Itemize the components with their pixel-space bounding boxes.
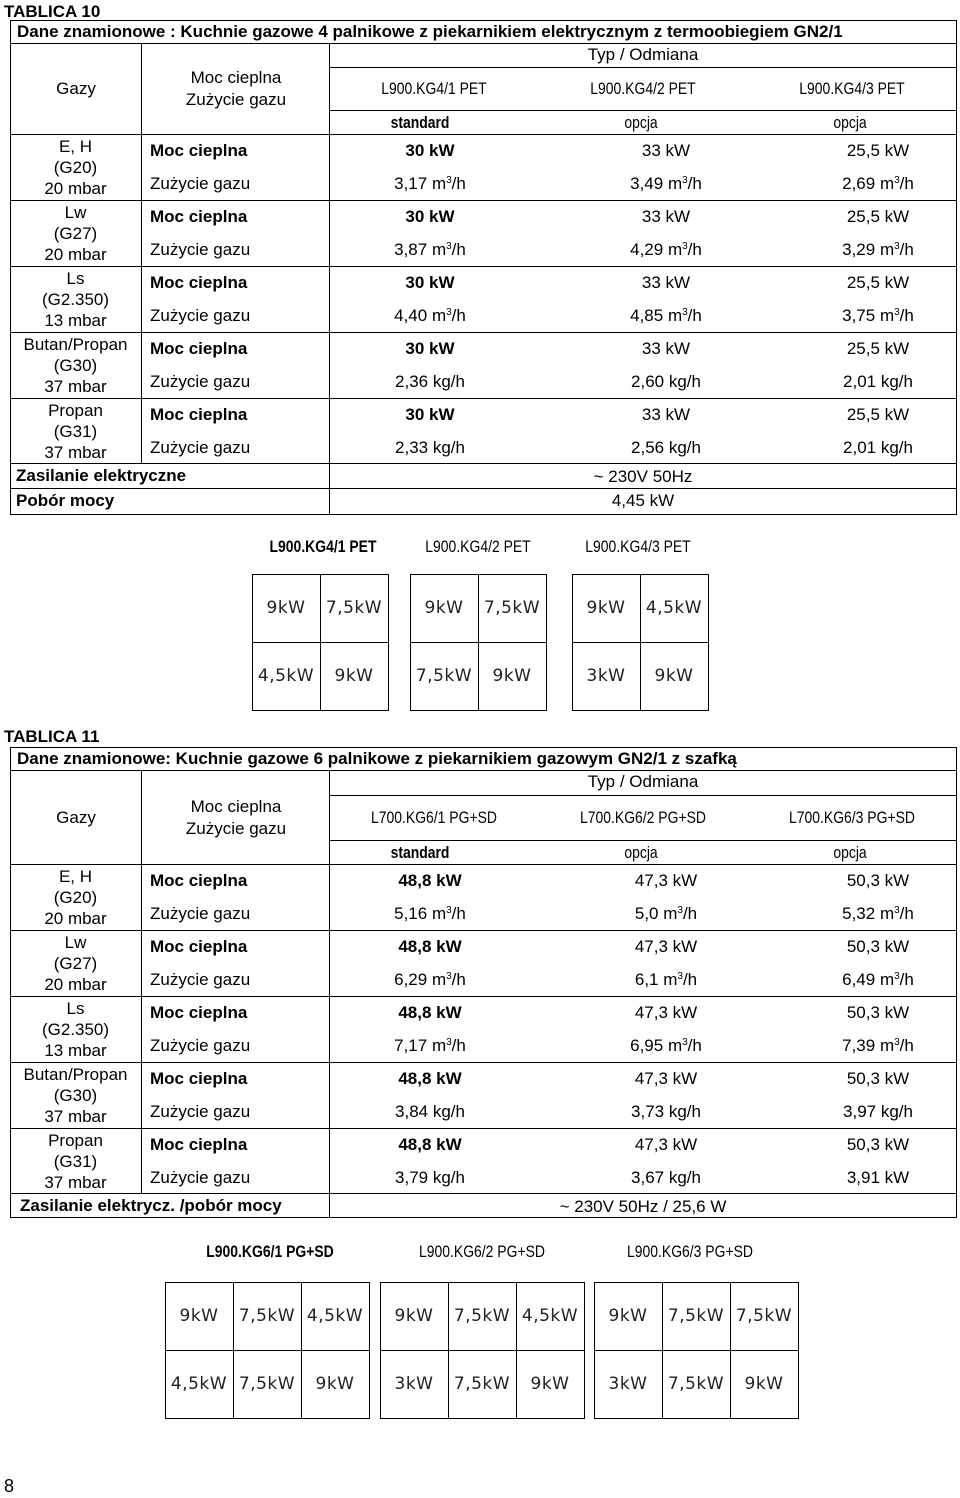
t11-zuzycie-value: 3,79 kg/h bbox=[395, 1168, 465, 1187]
d10-burner-power: 7,5kW bbox=[483, 598, 541, 618]
t11-moc-value: 48,8 kW bbox=[398, 1003, 462, 1022]
t10-model-3: L900.KG4/3 PET bbox=[799, 79, 905, 98]
t10-zuzycie-value: 2,01 kg/h bbox=[843, 372, 913, 391]
table-10-caption: Dane znamionowe : Kuchnie gazowe 4 palnikowe z piekarnikiem elektrycznym z termoobiegiem GN2/1 bbox=[17, 22, 843, 41]
d11-burner-power: 4,5kW bbox=[306, 1306, 364, 1326]
t11-row-label-zuzycie: Zużycie gazu bbox=[150, 904, 251, 923]
t10-zuzycie-value: 3,49 $m^3/h$ bbox=[630, 174, 702, 193]
t10-gas-name-line3: 20 mbar bbox=[44, 245, 107, 264]
t11-zuzycie-value: 5,16 $m^3/h$ bbox=[394, 904, 466, 923]
t10-zasilanie-value: ~ 230V 50Hz bbox=[593, 467, 693, 486]
t10-line bbox=[10, 266, 957, 267]
t10-gas-name-line2: (G20) bbox=[53, 158, 98, 177]
t11-line bbox=[329, 795, 957, 796]
t11-gas-name-line1: Propan bbox=[48, 1131, 103, 1150]
t11-variant-2: opcja bbox=[624, 843, 658, 862]
d11-burner-power: 7,5kW bbox=[238, 1374, 296, 1394]
t10-header-gazy: Gazy bbox=[56, 79, 96, 98]
t11-gas-name-line1: Lw bbox=[64, 933, 87, 952]
t11-header-typ: Typ / Odmiana bbox=[587, 772, 699, 791]
t10-variant-2: opcja bbox=[624, 113, 658, 132]
t11-gas-name-line3: 20 mbar bbox=[44, 975, 107, 994]
t11-model-3: L700.KG6/3 PG+SD bbox=[789, 808, 915, 827]
t11-line bbox=[141, 770, 142, 1193]
t11-row-label-moc: Moc cieplna bbox=[150, 937, 248, 956]
t11-moc-value: 50,3 kW bbox=[846, 1069, 910, 1088]
t10-gas-name-line3: 20 mbar bbox=[44, 179, 107, 198]
t10-zuzycie-value: 2,56 kg/h bbox=[631, 438, 701, 457]
d11-burner-power: 9kW bbox=[530, 1374, 570, 1394]
t11-gas-name-line3: 20 mbar bbox=[44, 909, 107, 928]
t11-model-1: L700.KG6/1 PG+SD bbox=[371, 808, 497, 827]
t11-line bbox=[10, 930, 957, 931]
t10-line bbox=[10, 488, 957, 489]
d10-burner-power: 9kW bbox=[586, 598, 626, 618]
t10-line bbox=[329, 110, 957, 111]
t10-zuzycie-value: 3,75 $m^3/h$ bbox=[842, 306, 914, 325]
t11-row-label-zuzycie: Zużycie gazu bbox=[150, 1168, 251, 1187]
d11-burner-power: 9kW bbox=[315, 1374, 355, 1394]
d11-burner-power: 9kW bbox=[744, 1374, 784, 1394]
t11-zuzycie-value: 6,1 $m^3/h$ bbox=[634, 970, 698, 989]
d11-label-2: L900.KG6/2 PG+SD bbox=[419, 1242, 545, 1261]
t11-zuzycie-value: 5,32 $m^3/h$ bbox=[842, 904, 914, 923]
t11-row-label-moc: Moc cieplna bbox=[150, 1003, 248, 1022]
t10-moc-value: 33 kW bbox=[641, 207, 691, 226]
d11-burner-power: 3kW bbox=[608, 1374, 648, 1394]
t11-zuzycie-value: 7,17 $m^3/h$ bbox=[394, 1036, 466, 1055]
t10-zasilanie-label: Zasilanie elektryczne bbox=[16, 466, 187, 485]
t10-gas-name-line2: (G30) bbox=[53, 356, 98, 375]
t11-row-label-zuzycie: Zużycie gazu bbox=[150, 1036, 251, 1055]
t10-line bbox=[141, 43, 142, 463]
d11-burner-power: 7,5kW bbox=[453, 1306, 511, 1326]
t11-moc-value: 48,8 kW bbox=[398, 937, 462, 956]
t11-gas-name-line2: (G2.350) bbox=[41, 1020, 110, 1039]
table-10-label: TABLICA 10 bbox=[4, 2, 101, 21]
t10-line bbox=[10, 463, 957, 464]
d11-burner-power: 9kW bbox=[179, 1306, 219, 1326]
t10-gas-name-line2: (G31) bbox=[53, 422, 98, 441]
d11-burner-power: 7,5kW bbox=[667, 1306, 725, 1326]
t10-line bbox=[10, 134, 957, 135]
t11-zuzycie-value: 3,97 kg/h bbox=[843, 1102, 913, 1121]
t11-moc-value: 50,3 kW bbox=[846, 871, 910, 890]
t11-gas-name-line3: 37 mbar bbox=[44, 1107, 107, 1126]
t10-row-label-zuzycie: Zużycie gazu bbox=[150, 240, 251, 259]
t10-header-moc: Moc cieplna bbox=[190, 68, 282, 87]
t10-line bbox=[10, 200, 957, 201]
d10-burner-power: 7,5kW bbox=[415, 666, 473, 686]
t11-gas-name-line2: (G27) bbox=[53, 954, 98, 973]
t10-moc-value: 30 kW bbox=[405, 339, 455, 358]
d10-label-2: L900.KG4/2 PET bbox=[425, 537, 531, 556]
page-number: 8 bbox=[4, 1476, 15, 1496]
d10-burner-power: 9kW bbox=[654, 666, 694, 686]
t11-zasilanie-value: ~ 230V 50Hz / 25,6 W bbox=[559, 1197, 727, 1216]
t11-moc-value: 47,3 kW bbox=[634, 1069, 698, 1088]
d11-burner-power: 4,5kW bbox=[521, 1306, 579, 1326]
t11-model-2: L700.KG6/2 PG+SD bbox=[580, 808, 706, 827]
table-11-caption: Dane znamionowe: Kuchnie gazowe 6 palnikowe z piekarnikiem gazowym GN2/1 z szafką bbox=[17, 749, 737, 768]
d10-burner-power: 9kW bbox=[492, 666, 532, 686]
t11-zasilanie-label: Zasilanie elektrycz. /pobór mocy bbox=[20, 1196, 282, 1215]
t10-pobor-value: 4,45 kW bbox=[611, 491, 675, 510]
t11-header-zuzycie: Zużycie gazu bbox=[185, 819, 287, 838]
t11-variant-1: standard bbox=[390, 843, 450, 862]
t10-moc-value: 33 kW bbox=[641, 339, 691, 358]
t10-gas-name-line3: 37 mbar bbox=[44, 377, 107, 396]
t10-moc-value: 33 kW bbox=[641, 141, 691, 160]
d11-burner-power: 4,5kW bbox=[170, 1374, 228, 1394]
t11-row-label-zuzycie: Zużycie gazu bbox=[150, 970, 251, 989]
t10-zuzycie-value: 4,85 $m^3/h$ bbox=[630, 306, 702, 325]
t11-moc-value: 50,3 kW bbox=[846, 937, 910, 956]
t11-line bbox=[10, 1062, 957, 1063]
d11-label-1: L900.KG6/1 PG+SD bbox=[206, 1242, 334, 1261]
t11-gas-name-line3: 37 mbar bbox=[44, 1173, 107, 1192]
t10-gas-name-line1: Propan bbox=[48, 401, 103, 420]
t10-header-typ: Typ / Odmiana bbox=[587, 45, 699, 64]
t10-moc-value: 30 kW bbox=[405, 273, 455, 292]
t10-zuzycie-value: 4,40 $m^3/h$ bbox=[394, 306, 466, 325]
d11-burner-power: 7,5kW bbox=[735, 1306, 793, 1326]
t11-line bbox=[10, 1128, 957, 1129]
t10-gas-name-line2: (G27) bbox=[53, 224, 98, 243]
t10-row-label-zuzycie: Zużycie gazu bbox=[150, 174, 251, 193]
t10-row-label-moc: Moc cieplna bbox=[150, 273, 248, 292]
d10-burner-power: 4,5kW bbox=[645, 598, 703, 618]
t10-zuzycie-value: 3,17 $m^3/h$ bbox=[394, 174, 466, 193]
d10-burner-power: 9kW bbox=[424, 598, 464, 618]
t10-zuzycie-value: 3,29 $m^3/h$ bbox=[842, 240, 914, 259]
t10-line bbox=[329, 67, 957, 68]
t11-gas-name-line1: E, H bbox=[58, 867, 93, 886]
t11-zuzycie-value: 7,39 $m^3/h$ bbox=[842, 1036, 914, 1055]
t11-zuzycie-value: 6,49 $m^3/h$ bbox=[842, 970, 914, 989]
d11-burner-power: 9kW bbox=[608, 1306, 648, 1326]
t11-line bbox=[10, 770, 957, 771]
d11-label-3: L900.KG6/3 PG+SD bbox=[627, 1242, 753, 1261]
t10-gas-name-line1: E, H bbox=[58, 137, 93, 156]
d11-burner-power: 7,5kW bbox=[238, 1306, 296, 1326]
t11-zuzycie-value: 6,95 $m^3/h$ bbox=[630, 1036, 702, 1055]
t11-gas-name-line3: 13 mbar bbox=[44, 1041, 107, 1060]
t10-moc-value: 25,5 kW bbox=[846, 141, 910, 160]
t11-gas-name-line2: (G20) bbox=[53, 888, 98, 907]
t11-gas-name-line1: Butan/Propan bbox=[23, 1065, 128, 1084]
t11-row-label-zuzycie: Zużycie gazu bbox=[150, 1102, 251, 1121]
t11-zuzycie-value: 3,91 kW bbox=[846, 1168, 910, 1187]
t10-line bbox=[329, 43, 330, 515]
t11-header-moc: Moc cieplna bbox=[190, 797, 282, 816]
t10-line bbox=[10, 332, 957, 333]
t10-variant-3: opcja bbox=[833, 113, 867, 132]
t10-zuzycie-value: 2,69 $m^3/h$ bbox=[842, 174, 914, 193]
t10-header-zuzycie: Zużycie gazu bbox=[185, 90, 287, 109]
d10-label-1: L900.KG4/1 PET bbox=[269, 537, 377, 556]
t11-line bbox=[10, 996, 957, 997]
t10-variant-1: standard bbox=[390, 113, 450, 132]
t10-row-label-moc: Moc cieplna bbox=[150, 141, 248, 160]
d10-burner-power: 9kW bbox=[266, 598, 306, 618]
t10-row-label-zuzycie: Zużycie gazu bbox=[150, 306, 251, 325]
t11-line bbox=[10, 864, 957, 865]
t11-moc-value: 48,8 kW bbox=[398, 1135, 462, 1154]
t11-moc-value: 48,8 kW bbox=[398, 871, 462, 890]
t10-moc-value: 30 kW bbox=[405, 405, 455, 424]
t10-row-label-moc: Moc cieplna bbox=[150, 339, 248, 358]
d10-burner-power: 4,5kW bbox=[257, 666, 315, 686]
t11-gas-name-line2: (G30) bbox=[53, 1086, 98, 1105]
d11-burner-power: 9kW bbox=[394, 1306, 434, 1326]
t11-zuzycie-value: 3,67 kg/h bbox=[631, 1168, 701, 1187]
t10-pobor-label: Pobór mocy bbox=[16, 491, 115, 510]
t10-gas-name-line2: (G2.350) bbox=[41, 290, 110, 309]
t10-line bbox=[10, 398, 957, 399]
t11-gas-name-line1: Ls bbox=[66, 999, 85, 1018]
d11-burner-power: 3kW bbox=[394, 1374, 434, 1394]
t11-header-gazy: Gazy bbox=[56, 808, 96, 827]
t11-moc-value: 47,3 kW bbox=[634, 937, 698, 956]
d11-burner-power: 7,5kW bbox=[667, 1374, 725, 1394]
t11-zuzycie-value: 3,73 kg/h bbox=[631, 1102, 701, 1121]
t10-moc-value: 25,5 kW bbox=[846, 339, 910, 358]
t10-row-label-moc: Moc cieplna bbox=[150, 405, 248, 424]
t10-zuzycie-value: 3,87 $m^3/h$ bbox=[394, 240, 466, 259]
t11-gas-name-line2: (G31) bbox=[53, 1152, 98, 1171]
t11-zuzycie-value: 5,0 $m^3/h$ bbox=[634, 904, 698, 923]
t11-line bbox=[329, 840, 957, 841]
d10-burner-power: 9kW bbox=[334, 666, 374, 686]
t10-line bbox=[10, 43, 957, 44]
t10-zuzycie-value: 2,60 kg/h bbox=[631, 372, 701, 391]
t10-moc-value: 33 kW bbox=[641, 405, 691, 424]
d10-burner-power: 7,5kW bbox=[325, 598, 383, 618]
t10-row-label-zuzycie: Zużycie gazu bbox=[150, 438, 251, 457]
t10-moc-value: 25,5 kW bbox=[846, 207, 910, 226]
t10-zuzycie-value: 2,33 kg/h bbox=[395, 438, 465, 457]
t11-moc-value: 48,8 kW bbox=[398, 1069, 462, 1088]
t11-moc-value: 47,3 kW bbox=[634, 1003, 698, 1022]
d10-burner-power: 3kW bbox=[586, 666, 626, 686]
t10-gas-name-line1: Ls bbox=[66, 269, 85, 288]
t11-row-label-moc: Moc cieplna bbox=[150, 871, 248, 890]
t10-gas-name-line3: 13 mbar bbox=[44, 311, 107, 330]
t10-gas-name-line1: Lw bbox=[64, 203, 87, 222]
t10-moc-value: 25,5 kW bbox=[846, 405, 910, 424]
t11-line bbox=[10, 1193, 957, 1194]
t10-row-label-moc: Moc cieplna bbox=[150, 207, 248, 226]
t10-row-label-zuzycie: Zużycie gazu bbox=[150, 372, 251, 391]
t11-moc-value: 50,3 kW bbox=[846, 1135, 910, 1154]
t11-line bbox=[329, 770, 330, 1218]
t10-zuzycie-value: 4,29 $m^3/h$ bbox=[630, 240, 702, 259]
t11-moc-value: 47,3 kW bbox=[634, 871, 698, 890]
table-11-label: TABLICA 11 bbox=[4, 727, 100, 746]
t10-model-2: L900.KG4/2 PET bbox=[590, 79, 696, 98]
t11-moc-value: 50,3 kW bbox=[846, 1003, 910, 1022]
t11-row-label-moc: Moc cieplna bbox=[150, 1135, 248, 1154]
d11-burner-power: 7,5kW bbox=[453, 1374, 511, 1394]
t10-gas-name-line3: 37 mbar bbox=[44, 443, 107, 462]
t11-row-label-moc: Moc cieplna bbox=[150, 1069, 248, 1088]
t10-zuzycie-value: 2,01 kg/h bbox=[843, 438, 913, 457]
t11-variant-3: opcja bbox=[833, 843, 867, 862]
t11-moc-value: 47,3 kW bbox=[634, 1135, 698, 1154]
t10-moc-value: 30 kW bbox=[405, 141, 455, 160]
t10-moc-value: 30 kW bbox=[405, 207, 455, 226]
t10-zuzycie-value: 2,36 kg/h bbox=[395, 372, 465, 391]
d10-label-3: L900.KG4/3 PET bbox=[585, 537, 691, 556]
t10-moc-value: 25,5 kW bbox=[846, 273, 910, 292]
t11-zuzycie-value: 6,29 $m^3/h$ bbox=[394, 970, 466, 989]
t10-gas-name-line1: Butan/Propan bbox=[23, 335, 128, 354]
t10-moc-value: 33 kW bbox=[641, 273, 691, 292]
t10-model-1: L900.KG4/1 PET bbox=[381, 79, 487, 98]
t11-zuzycie-value: 3,84 kg/h bbox=[395, 1102, 465, 1121]
